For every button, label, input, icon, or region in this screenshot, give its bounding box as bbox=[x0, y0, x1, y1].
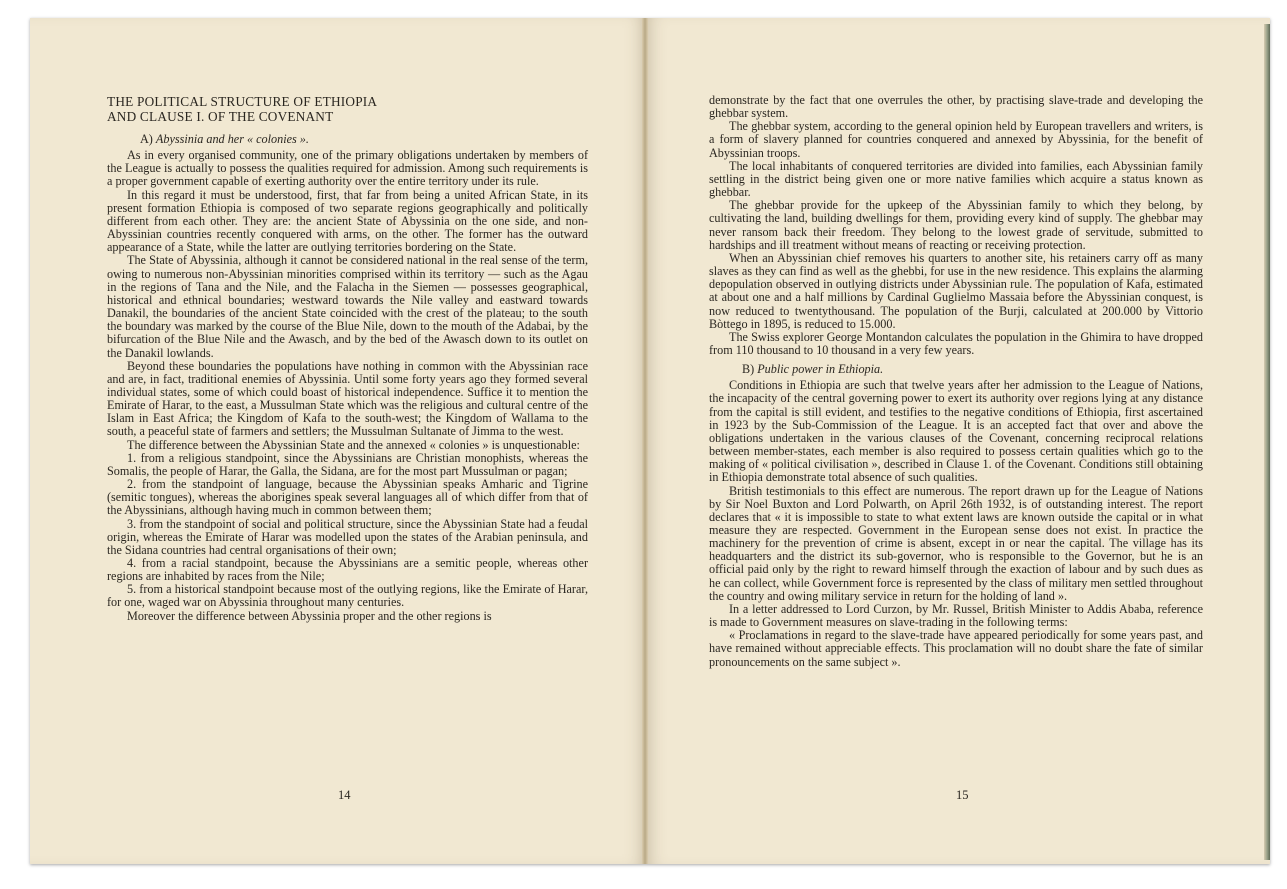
section-a-heading bbox=[140, 133, 588, 146]
paragraph: Conditions in Ethiopia are such that twelve years after her admission to the League of Nations, the incapacity of the central governing power to exert its authority over regions lying at any distance from the capital is still evident, and testifies to the negative conditions of Ethiopia, first ascertained in 1923 by the Sub-Commission of the League. It is an accepted fact that over and above the obligations undertaken in the various clauses of the Covenant, concerning reciprocal relations between member-states, each member is also required to possess certain qualities which go to the making of « political civilisation », described in Clause 1. of the Covenant. Conditions still obtaining in Ethiopia demonstrate total absence of such qualities. bbox=[709, 378, 1203, 485]
left-page bbox=[30, 18, 646, 864]
chapter-title-line-2: AND CLAUSE I. OF THE COVENANT bbox=[107, 109, 334, 124]
list-item: 3. from the standpoint of social and political structure, since the Abyssinian State had a feudal origin, whereas the Emirate of Harar was modelled upon the states of the Arabian peninsula, and the Sidana countries had central organisations of their own; bbox=[107, 516, 588, 557]
book-gutter bbox=[642, 18, 648, 864]
paragraph: Moreover the difference between Abyssinia proper and the other regions is bbox=[127, 608, 492, 623]
section-a-label: A) bbox=[140, 132, 153, 146]
list-item: 2. from the standpoint of language, because the Abyssinian speaks Amharic and Tigrine (semitic tongues), whereas the aborigines speak several languages all of which differ from that of the Abyssinians, although having much in common between them; bbox=[107, 477, 588, 518]
page-number-left: 14 bbox=[338, 788, 351, 802]
paragraph: demonstrate by the fact that one overrules the other, by practising slave-trade and developing the ghebbar system. bbox=[709, 93, 1203, 121]
page-number-right: 15 bbox=[956, 788, 969, 802]
paragraph: The ghebbar provide for the upkeep of the Abyssinian family to which they belong, by cultivating the land, building dwellings for them, providing every kind of supply. The ghebbar may never ransom back their freedom. They belong to the lowest grade of servitude, submitted to hardships and ill treatment without means of reacting or receiving protection. bbox=[709, 198, 1203, 252]
cover-edge bbox=[1264, 24, 1270, 860]
paragraph: In this regard it must be understood, first, that far from being a united African State, in its present formation Ethiopia is composed of two separate regions geographically and politically different from each other. They are: the ancient State of Abyssinia on the one side, and non-Abyssinian countries recently conquered with arms, on the other. The former has the outward appearance of a State, while the latter are outlying territories bordering on the State. bbox=[107, 187, 588, 255]
section-a-title: Abyssinia and her « colonies ». bbox=[155, 132, 309, 146]
right-text-column bbox=[709, 94, 1203, 669]
paragraph: The Swiss explorer George Montandon calculates the population in the Ghimira to have dropped from 110 thousand to 10 thousand in a very few years. bbox=[709, 329, 1203, 357]
quotation: « Proclamations in regard to the slave-trade have appeared periodically for some years past, and have remained without appreciable effects. This proclamation will no doubt share the fate of similar pronouncements on the same subject ». bbox=[709, 628, 1203, 669]
section-b-heading bbox=[742, 363, 1203, 376]
chapter-title bbox=[107, 94, 588, 124]
paragraph: The ghebbar system, according to the general opinion held by European travellers and writers, is a form of slavery planned for countries conquered and annexed by Abyssinia, for the benefit of Abyssinian troops. bbox=[709, 119, 1203, 160]
book-spread bbox=[30, 18, 1270, 864]
paragraph: As in every organised community, one of the primary obligations undertaken by members of the League is actually to possess the qualities required for admission. Among such requirements is a proper government capable of exerting authority over the entire territory under its rule. bbox=[107, 148, 588, 189]
paragraph: When an Abyssinian chief removes his quarters to another site, his retainers carry off as many slaves as they can find as well as the ghebbi, for use in the new residence. This explains the alarming depopulation observed in outlying districts under Abyssinian rule. The population of Kafa, estimated at about one and a half millions by Cardinal Guglielmo Massaia before the Abyssinian conquest, is now reduced to twentythousand. The population of the Burji, calculated at 200.000 by Vittorio Bòttego in 1895, is reduced to 15.000. bbox=[709, 250, 1203, 331]
section-b-label: B) bbox=[742, 362, 755, 377]
section-b-title: Public power in Ethiopia. bbox=[757, 362, 884, 377]
list-item: 1. from a religious standpoint, since the Abyssinians are Christian monophists, whereas the Somalis, the people of Harar, the Galla, the Sidana, are for the most part Mussulman or pagan; bbox=[107, 450, 588, 478]
paragraph: The local inhabitants of conquered territories are divided into families, each Abyssinian family settling in the district being given one or more native families which acquire a status known as ghebbar. bbox=[709, 158, 1203, 200]
paragraph: British testimonials to this effect are numerous. The report drawn up for the League of Nations by Sir Noel Buxton and Lord Polwarth, on April 26th 1932, is of outstanding interest. The report declares that « it is impossible to state to what extent laws are known outside the capital or in what measure they are respected. Government in the European sense does not exist. In practice the machinery for the prevention of crime is absent, except in or near the capital. The village has its headquarters and the district its sub-governor, who is responsible to the Governor, but he is an official paid only by the right to reward himself through the exaction of labour and by such dues as he can collect, while Government force is represented by the class of military men settled throughout the country and owing military service in return for the holding of land ». bbox=[709, 483, 1203, 603]
paragraph: Beyond these boundaries the populations have nothing in common with the Abyssinian race and are, in fact, traditional enemies of Abyssinia. Until some forty years ago they formed several individual states, some of which could boast of historical independence. Suffice it to mention the Emirate of Harar, to the east, a Mussulman State which was the religious and cultural centre of the Islam in East Africa; the Kingdom of Kafa to the south-west; the Kingdom of Wallama to the south, a peaceful state of farmers and settlers; the Mussulman Sultanate of Jimma to the west. bbox=[107, 358, 588, 439]
paragraph: The difference between the Abyssinian State and the annexed « colonies » is unquestionable: bbox=[127, 437, 580, 452]
right-page bbox=[646, 18, 1270, 864]
chapter-title-line-1: THE POLITICAL STRUCTURE OF ETHIOPIA bbox=[107, 94, 378, 109]
list-item: 4. from a racial standpoint, because the Abyssinians are a semitic people, whereas other regions are inhabited by races from the Nile; bbox=[107, 556, 588, 584]
paragraph: In a letter addressed to Lord Curzon, by Mr. Russel, British Minister to Addis Ababa, reference is made to Government measures on slave-trading in the following terms: bbox=[709, 601, 1203, 630]
paragraph: The State of Abyssinia, although it cannot be considered national in the real sense of the term, owing to numerous non-Abyssinian minorities comprised within its territory — such as the Agau in the regions of Tana and the Nile, and the Falacha in the Siemen — possesses geographical, historical and ethnical boundaries; westward towards the Nile valley and eastward towards Danakil, the boundaries of the ancient State coincided with the crest of the plateau; to the south the boundary was marked by the course of the Blue Nile, down to the mouth of the Adabai, by the bifurcation of the Blue Nile and the Awasch, and by the bed of the Awasch down to its outlet on the Danakil lowlands. bbox=[107, 253, 588, 360]
left-text-column bbox=[107, 94, 588, 623]
list-item: 5. from a historical standpoint because most of the outlying regions, like the Emirate of Harar, for one, waged war on Abyssinia throughout many centuries. bbox=[107, 582, 588, 610]
